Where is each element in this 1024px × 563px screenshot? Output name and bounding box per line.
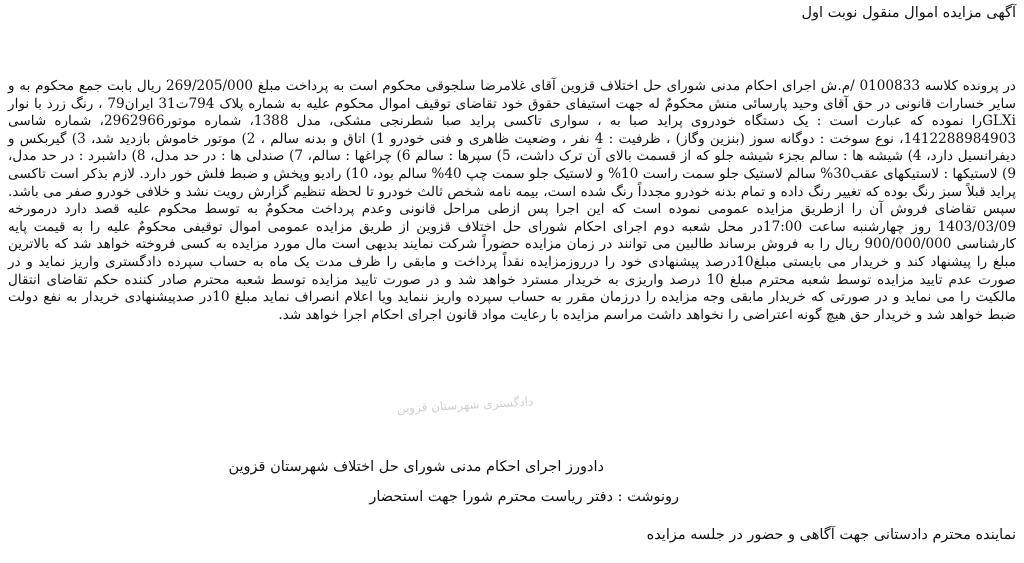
representative-line: نماینده محترم دادستانی جهت آگاهی و حضور در جلسه مزایده xyxy=(646,527,1016,543)
notice-title: آگهی مزایده اموال منقول نوبت اول xyxy=(801,5,1016,21)
stamp-watermark: دادگستری شهرستان قزوین xyxy=(396,394,534,416)
signature-line: دادورز اجرای احکام مدنی شورای حل اختلاف شهرستان قزوین xyxy=(228,459,604,475)
notice-body: در پرونده کلاسه 0100833 /م.ش اجرای احکام مدنی شورای حل اختلاف قزوین آقای غلامرضا سلجوقی محکوم است به پرداخت مبلغ 269/205/000 ریال بابت جمع محکوم به و سایر خسارات قانونی در حق آقای وحید پارسائی منش محکومٌ له جهت استیفای حقوق خود تقاضای توقیف اموال محکوم علیه به شماره پلاک 794ت31 ایران79 ، رنگ زرد با نوار GLXiرا نموده که عبارت است : یک دستگاه خودروی پراید صبا به ، سواری تاکسی پراید صبا شطرنجی مشکی، مدل 1388، شماره موتور2962966، شماره شاسی 1412288984903، نوع سوخت : دوگانه سوز (بنزین وگاز) ، ظرفیت : 4 نفر ، وضعیت ظاهری و فنی خودرو 1) اتاق و بدنه سالم ، 2) موتور خاموش بازدید شد، 3) گیربکس و دیفرانسیل دارد، 4) شیشه ها : سالم بجزء شیشه جلو که از قسمت بالای آن ترک داشت، 5) سپرها : سالم 6) چراغها : سالم، 7) صندلی ها : در حد مدل، 8) داشبرد : در حد مدل، 9) لاستیکها : لاستیکهای عقب30% سالم لاستیک جلو سمت راست 10% و لاستیک جلو سمت چپ 40% سالم بود، 10) رادیو وپخش و ضبط فلش خور دارد. لازم بذکر است تاکسی پراید قبلاً سبز رنگ بوده که تغییر رنگ داده و تمام بدنه خودرو مجدداً رنگ شده است، بیمه نامه شخص ثالث خودرو تا لحظه تنظیم گزارش رویت نشد و خلافی خودرو صفر می باشد. سپس تقاضای فروش آن را ازطریق مزایده عمومی نموده است که این اجرا پس ازطی مراحل قانونی وعدم پرداخت محکومٌ به توسط محکوم علیه قصد دارد درمورخه 1403/03/09 روز چهارشنبه ساعت 17:00در محل شعبه دوم اجرای احکام شورای حل اختلاف قزوین از طریق مزایده عمومی اموال توقیفی محکومٌ علیه را به قیمت پایه کارشناسی 900/000/000 ریال را به فروش برساند طالبین می توانند در زمان مزایده حضوراً شرکت نمایند بدیهی است مال مورد مزایده به کسی فروخته خواهد شد که بالاترین مبلغ را پیشنهاد کند و خریدار می بایستی مبلغ10درصد پیشنهادی خود را درروزمزایده نقداً پرداخت و مابقی را ظرف مدت یک ماه به حساب سپرده دادگستری واریز نماید و در صورت عدم تایید مزایده توسط شعبه محترم مبلغ 10 درصد واریزی به خریدار مسترد خواهد شد و در صورت تایید مزایده توسط شعبه محترم صادر کننده حکم تقاضای انتقال مالکیت را می نماید و در صورتی که خریدار مابقی وجه مزایده را درزمان مقرر به حساب سپرده واریز ننماید ویا اعلام انصراف نماید مبلغ 10در صدپیشنهادی خریدار به نفع دولت ضبط خواهد شد و خریدار حق هیچ گونه اعتراضی را نخواهد داشت مراسم مزایده با رعایت مواد قانون اجرای احکام اجرا خواهد شد. xyxy=(8,78,1017,323)
cc-line: رونوشت : دفتر ریاست محترم شورا جهت استحضار xyxy=(369,489,679,505)
